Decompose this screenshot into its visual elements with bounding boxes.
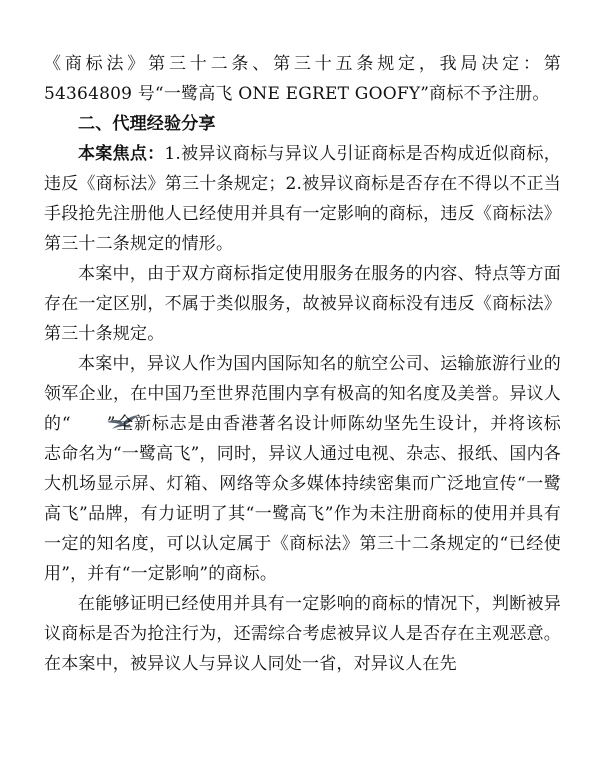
paragraph-malicious-intent-analysis: 在能够证明已经使用并具有一定影响的商标的情况下，判断被异议商标是否为抢注行为，还需综合考虑被异议人是否存在主观恶意。在本案中，被异议人与异议人同处一省，对异议人在先	[44, 594, 561, 674]
document-body	[44, 49, 561, 679]
case-focus-label: 本案焦点：	[78, 144, 165, 164]
paragraph-prior-use-analysis	[44, 349, 561, 589]
decision-text: 《商标法》第三十二条、第三十五条规定，我局决定：第 54364809 号“一鹭高飞 ONE EGRET GOOFY”商标不予注册。	[44, 54, 561, 104]
prior-use-text-before-logo: 本案中，异议人作为国内国际知名的航空公司、运输旅游行业的领军企业，在中国乃至世界范围内享有极高的知名度及美誉。异议人的“	[44, 354, 561, 434]
paragraph-similarity-analysis: 本案中，由于双方商标指定使用服务在服务的内容、特点等方面存在一定区别，不属于类似服务，故被异议商标没有违反《商标法》第三十条规定。	[44, 264, 561, 344]
section-heading: 二、代理经验分享	[78, 114, 216, 134]
paragraph-decision	[44, 49, 561, 109]
egret-logo-icon	[72, 412, 106, 430]
paragraph-case-focus	[44, 139, 561, 259]
case-focus-text: 1.被异议商标与异议人引证商标是否构成近似商标，违反《商标法》第三十条规定；2.被异议商标是否存在不得以不正当手段抢先注册他人已经使用并具有一定影响的商标，违反《商标法》第三十二条规定的情形。	[44, 144, 561, 254]
prior-use-text-after-logo: ”全新标志是由香港著名设计师陈幼坚先生设计，并将该标志命名为“一鹭高飞”，同时，异议人通过电视、杂志、报纸、国内各大机场显示屏、灯箱、网络等众多媒体持续密集而广泛地宣传“一鹭高飞”品牌，有力证明了其“一鹭高飞”作为未注册商标的使用并具有一定的知名度，可以认定属于《商标法》第三十二条规定的“已经使用”，并有“一定影响”的商标。	[44, 414, 562, 584]
